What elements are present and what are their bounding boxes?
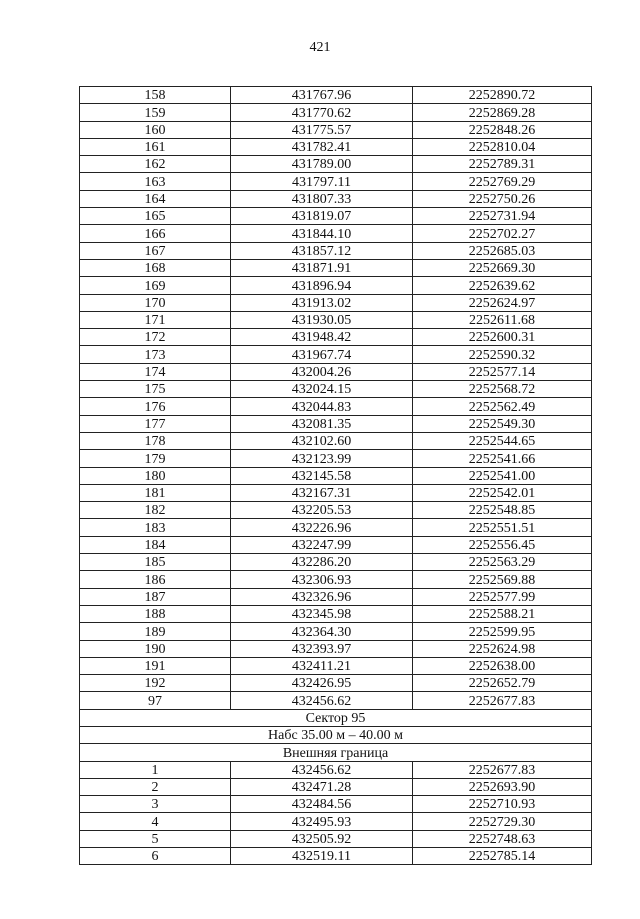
point-number: 4 <box>80 813 231 830</box>
point-number: 167 <box>80 242 231 259</box>
point-number: 178 <box>80 432 231 449</box>
point-number: 97 <box>80 692 231 709</box>
coord-y: 2252638.00 <box>413 657 592 674</box>
table-row <box>80 398 592 415</box>
coord-x: 432345.98 <box>231 605 413 622</box>
table-row <box>80 519 592 536</box>
coord-x: 432411.21 <box>231 657 413 674</box>
point-number: 186 <box>80 571 231 588</box>
coord-y: 2252848.26 <box>413 121 592 138</box>
coord-y: 2252890.72 <box>413 87 592 104</box>
point-number: 172 <box>80 329 231 346</box>
coord-y: 2252710.93 <box>413 796 592 813</box>
point-number: 158 <box>80 87 231 104</box>
table-row <box>80 657 592 674</box>
sector-title-row <box>80 709 592 726</box>
coord-y: 2252588.21 <box>413 605 592 622</box>
coord-x: 431913.02 <box>231 294 413 311</box>
coord-x: 432519.11 <box>231 848 413 865</box>
point-number: 188 <box>80 605 231 622</box>
coord-x: 432364.30 <box>231 623 413 640</box>
point-number: 183 <box>80 519 231 536</box>
coord-y: 2252563.29 <box>413 554 592 571</box>
point-number: 182 <box>80 502 231 519</box>
table-row <box>80 640 592 657</box>
coord-x: 432044.83 <box>231 398 413 415</box>
coord-x: 431930.05 <box>231 311 413 328</box>
point-number: 189 <box>80 623 231 640</box>
coord-x: 432393.97 <box>231 640 413 657</box>
point-number: 177 <box>80 415 231 432</box>
coord-x: 431819.07 <box>231 208 413 225</box>
table-row <box>80 813 592 830</box>
coord-x: 432484.56 <box>231 796 413 813</box>
coord-y: 2252639.62 <box>413 277 592 294</box>
coord-x: 432326.96 <box>231 588 413 605</box>
coord-y: 2252677.83 <box>413 761 592 778</box>
boundary-title: Внешняя граница <box>80 744 592 761</box>
sector-depth-row <box>80 726 592 743</box>
point-number: 166 <box>80 225 231 242</box>
table-row <box>80 242 592 259</box>
coord-x: 431857.12 <box>231 242 413 259</box>
coord-x: 432456.62 <box>231 761 413 778</box>
point-number: 187 <box>80 588 231 605</box>
table-row <box>80 484 592 501</box>
table-row <box>80 571 592 588</box>
coord-x: 432286.20 <box>231 554 413 571</box>
table-row <box>80 415 592 432</box>
point-number: 185 <box>80 554 231 571</box>
table-row <box>80 761 592 778</box>
coord-x: 432495.93 <box>231 813 413 830</box>
coord-x: 431782.41 <box>231 138 413 155</box>
point-number: 169 <box>80 277 231 294</box>
coord-y: 2252677.83 <box>413 692 592 709</box>
coord-x: 432024.15 <box>231 381 413 398</box>
point-number: 1 <box>80 761 231 778</box>
coordinates-table-top <box>80 87 592 710</box>
coord-y: 2252693.90 <box>413 778 592 795</box>
boundary-title-row <box>80 744 592 761</box>
page-number: 421 <box>309 40 331 55</box>
point-number: 173 <box>80 346 231 363</box>
coord-y: 2252577.99 <box>413 588 592 605</box>
table-row <box>80 848 592 865</box>
coord-x: 432004.26 <box>231 363 413 380</box>
coord-x: 431767.96 <box>231 87 413 104</box>
coord-y: 2252748.63 <box>413 830 592 847</box>
table-row <box>80 536 592 553</box>
coord-y: 2252669.30 <box>413 259 592 276</box>
table-row <box>80 121 592 138</box>
point-number: 171 <box>80 311 231 328</box>
table-row <box>80 294 592 311</box>
table-row <box>80 311 592 328</box>
coord-y: 2252541.66 <box>413 450 592 467</box>
coord-y: 2252624.97 <box>413 294 592 311</box>
table-row <box>80 173 592 190</box>
coord-x: 432145.58 <box>231 467 413 484</box>
coord-y: 2252769.29 <box>413 173 592 190</box>
coord-y: 2252810.04 <box>413 138 592 155</box>
table-row <box>80 796 592 813</box>
coord-y: 2252541.00 <box>413 467 592 484</box>
coord-y: 2252624.98 <box>413 640 592 657</box>
sector-header <box>80 709 592 761</box>
coord-y: 2252611.68 <box>413 311 592 328</box>
table-row <box>80 605 592 622</box>
point-number: 190 <box>80 640 231 657</box>
table-row <box>80 363 592 380</box>
coord-x: 432306.93 <box>231 571 413 588</box>
coord-y: 2252869.28 <box>413 104 592 121</box>
point-number: 160 <box>80 121 231 138</box>
point-number: 192 <box>80 675 231 692</box>
point-number: 162 <box>80 156 231 173</box>
table-row <box>80 277 592 294</box>
point-number: 3 <box>80 796 231 813</box>
coord-x: 431797.11 <box>231 173 413 190</box>
table-row <box>80 156 592 173</box>
table-row <box>80 138 592 155</box>
coord-y: 2252750.26 <box>413 190 592 207</box>
table-row <box>80 190 592 207</box>
coord-x: 432426.95 <box>231 675 413 692</box>
coord-x: 432456.62 <box>231 692 413 709</box>
table-row <box>80 675 592 692</box>
table-row <box>80 329 592 346</box>
table-row <box>80 346 592 363</box>
coord-y: 2252544.65 <box>413 432 592 449</box>
coord-x: 432123.99 <box>231 450 413 467</box>
coord-x: 431807.33 <box>231 190 413 207</box>
point-number: 5 <box>80 830 231 847</box>
coord-y: 2252577.14 <box>413 363 592 380</box>
point-number: 164 <box>80 190 231 207</box>
point-number: 175 <box>80 381 231 398</box>
table-row <box>80 467 592 484</box>
table-row <box>80 623 592 640</box>
point-number: 161 <box>80 138 231 155</box>
table-row <box>80 225 592 242</box>
coord-y: 2252556.45 <box>413 536 592 553</box>
table-row <box>80 554 592 571</box>
point-number: 180 <box>80 467 231 484</box>
sector-title: Сектор 95 <box>80 709 592 726</box>
point-number: 6 <box>80 848 231 865</box>
point-number: 170 <box>80 294 231 311</box>
coord-x: 431844.10 <box>231 225 413 242</box>
point-number: 163 <box>80 173 231 190</box>
table-row <box>80 381 592 398</box>
coordinates-table-bottom <box>80 761 592 865</box>
coord-y: 2252542.01 <box>413 484 592 501</box>
coord-y: 2252652.79 <box>413 675 592 692</box>
coord-y: 2252599.95 <box>413 623 592 640</box>
coord-y: 2252702.27 <box>413 225 592 242</box>
table-row <box>80 208 592 225</box>
coord-x: 431967.74 <box>231 346 413 363</box>
coord-y: 2252569.88 <box>413 571 592 588</box>
point-number: 168 <box>80 259 231 276</box>
coord-x: 432471.28 <box>231 778 413 795</box>
table-row <box>80 830 592 847</box>
coord-y: 2252562.49 <box>413 398 592 415</box>
coord-y: 2252590.32 <box>413 346 592 363</box>
coord-x: 431948.42 <box>231 329 413 346</box>
coord-y: 2252551.51 <box>413 519 592 536</box>
coord-y: 2252729.30 <box>413 813 592 830</box>
table-row <box>80 778 592 795</box>
point-number: 181 <box>80 484 231 501</box>
coord-y: 2252600.31 <box>413 329 592 346</box>
point-number: 165 <box>80 208 231 225</box>
point-number: 176 <box>80 398 231 415</box>
coord-x: 432505.92 <box>231 830 413 847</box>
table-row <box>80 450 592 467</box>
coord-y: 2252685.03 <box>413 242 592 259</box>
coord-x: 431770.62 <box>231 104 413 121</box>
coordinates-table <box>79 86 592 865</box>
coord-x: 431775.57 <box>231 121 413 138</box>
coord-x: 432226.96 <box>231 519 413 536</box>
sector-depth: Набс 35.00 м – 40.00 м <box>80 726 592 743</box>
coord-x: 432205.53 <box>231 502 413 519</box>
table-row <box>80 502 592 519</box>
coord-x: 432247.99 <box>231 536 413 553</box>
coord-x: 431789.00 <box>231 156 413 173</box>
table-row <box>80 588 592 605</box>
point-number: 179 <box>80 450 231 467</box>
coord-x: 432102.60 <box>231 432 413 449</box>
coord-x: 431871.91 <box>231 259 413 276</box>
table-row <box>80 87 592 104</box>
coord-x: 431896.94 <box>231 277 413 294</box>
point-number: 159 <box>80 104 231 121</box>
coord-y: 2252785.14 <box>413 848 592 865</box>
coord-y: 2252548.85 <box>413 502 592 519</box>
table-row <box>80 692 592 709</box>
point-number: 184 <box>80 536 231 553</box>
coord-x: 432081.35 <box>231 415 413 432</box>
coord-y: 2252568.72 <box>413 381 592 398</box>
table-row <box>80 104 592 121</box>
coord-x: 432167.31 <box>231 484 413 501</box>
table-row <box>80 432 592 449</box>
point-number: 191 <box>80 657 231 674</box>
coord-y: 2252731.94 <box>413 208 592 225</box>
point-number: 174 <box>80 363 231 380</box>
coord-y: 2252549.30 <box>413 415 592 432</box>
point-number: 2 <box>80 778 231 795</box>
table-row <box>80 259 592 276</box>
coord-y: 2252789.31 <box>413 156 592 173</box>
